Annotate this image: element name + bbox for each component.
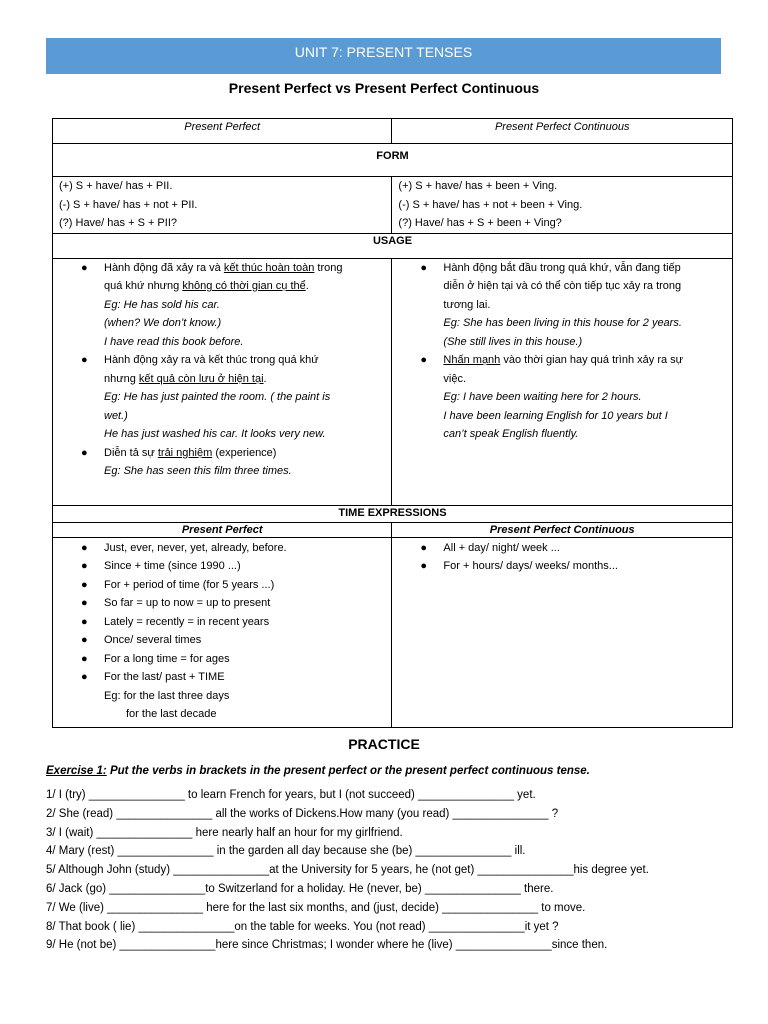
bullet-icon: ● <box>81 597 88 609</box>
section-time-expressions: TIME EXPRESSIONS <box>53 505 733 522</box>
time-right-cell <box>392 537 733 727</box>
bullet-icon: ● <box>81 615 88 628</box>
bullet-icon: ● <box>420 541 428 554</box>
usage-left-item-2: ● Hành động xảy ra và kết thúc trong quá khứ <box>59 351 385 370</box>
bullet-icon: ● <box>81 560 88 572</box>
document-title: Present Perfect vs Present Perfect Continuous <box>228 80 540 96</box>
exercise-item: 9/ He (not be) _______________here since Christmas; I wonder where he (live) _______________since then. <box>46 939 608 952</box>
time-left-item: ● Just, ever, never, yet, already, before. <box>59 539 385 558</box>
usage-left-cell: ● Hành động đã xảy ra và kết thúc hoàn toàn trong quá khứ nhưng không có thời gian cụ thể. Eg: He has sold his car. (when? We don’t know.) I have read this book before. ● Hành động xảy ra và kết thúc trong quá khứ nhưng kết quả còn lưu ở hiện tại. Eg: He has just painted the room. ( the paint is wet.) He has just washed his car. It looks very new. ● Diễn tả sự trải nghiệm (experience) Eg: She has seen this film three times. <box>53 258 392 505</box>
time-right-item: ● For + hours/ days/ weeks/ months... <box>398 557 726 576</box>
section-form: FORM <box>53 144 733 177</box>
time-right-item: ● All + day/ night/ week ... <box>398 539 726 558</box>
bullet-icon: ● <box>81 261 88 274</box>
practice-heading: PRACTICE <box>348 736 420 752</box>
time-col-head-left: Present Perfect <box>53 522 392 537</box>
exercise-instruction: Exercise 1: Put the verbs in brackets in the present perfect or the present perfect continuous tense. <box>46 765 590 777</box>
usage-right-item-1: ● Hành động bắt đầu trong quá khứ, vẫn đang tiếp <box>398 259 726 278</box>
exercise-label: Exercise 1: <box>46 765 107 777</box>
exercise-item: 6/ Jack (go) _______________to Switzerland for a holiday. He (never, be) _______________ there. <box>46 882 554 895</box>
bullet-icon: ● <box>81 652 88 665</box>
form-right-cell <box>392 177 733 234</box>
bullet-icon: ● <box>81 446 88 459</box>
time-left-item: ● For the last/ past + TIME <box>59 668 385 687</box>
form-left-cell <box>53 177 392 234</box>
time-left-item: ● Lately = recently = in recent years <box>59 613 385 632</box>
usage-right-item-2: ● Nhấn mạnh vào thời gian hay quá trình xảy ra sự <box>398 351 726 370</box>
bullet-icon: ● <box>81 578 88 591</box>
unit-title: UNIT 7: PRESENT TENSES <box>294 44 473 60</box>
usage-left-item-1: ● Hành động đã xảy ra và kết thúc hoàn toàn trong <box>59 259 385 278</box>
exercise-items <box>46 786 649 955</box>
usage-right-example: Eg: She has been living in this house for 2 years. <box>443 317 682 329</box>
form-left-affirmative: (+) S + have/ has + PII. <box>59 180 173 192</box>
usage-left-example: Eg: He has sold his car. <box>104 298 220 311</box>
form-right-affirmative: (+) S + have/ has + been + Ving. <box>398 180 558 192</box>
usage-left-item-3: ● Diễn tả sự trải nghiệm (experience) <box>59 444 385 463</box>
form-left-question: (?) Have/ has + S + PII? <box>59 217 178 229</box>
time-left-item: ● For + period of time (for 5 years ...) <box>59 576 385 595</box>
bullet-icon: ● <box>420 261 428 274</box>
exercise-item: 8/ That book ( lie) _______________on the table for weeks. You (not read) _______________it yet ? <box>46 920 559 933</box>
time-left-item: ● So far = up to now = up to present <box>59 594 385 613</box>
form-left-negative: (-) S + have/ has + not + PII. <box>59 198 198 211</box>
form-right-question: (?) Have/ has + S + been + Ving? <box>398 217 562 229</box>
time-col-head-right: Present Perfect Continuous <box>392 522 733 537</box>
exercise-item: 4/ Mary (rest) _______________ in the garden all day because she (be) _______________ ill. <box>46 845 526 858</box>
time-left-cell: ● Just, ever, never, yet, already, before. ● Since + time (since 1990 ...) ● For + period of time (for 5 years ...) ● So far = up to now = up to present ● Lately = recently = in recent years ● Once/ several times ● For a long time = for ages ● For the last/ past + TIME Eg: for the last three days for the last decade <box>53 537 392 727</box>
exercise-item: 3/ I (wait) _______________ here nearly half an hour for my girlfriend. <box>46 826 403 839</box>
bullet-icon: ● <box>81 354 88 366</box>
time-left-item: ● Once/ several times <box>59 631 385 650</box>
tenses-table <box>52 118 733 728</box>
bullet-icon: ● <box>81 671 88 683</box>
time-left-item: ● Since + time (since 1990 ...) <box>59 557 385 576</box>
usage-right-cell: ● Hành động bắt đầu trong quá khứ, vẫn đang tiếp diễn ở hiện tại và có thể còn tiếp tục xảy ra trong tương lai. Eg: She has been living in this house for 2 years. (She still lives in this house.) ● Nhấn mạnh vào thời gian hay quá trình xảy ra sự việc. Eg: I have been waiting here for 2 hours. I have been learning English for 10 years but I can’t speak English fluently. <box>392 258 733 505</box>
form-right-negative: (-) S + have/ has + not + been + Ving. <box>398 198 583 211</box>
time-left-example: Eg: for the last three days <box>104 689 230 702</box>
unit-title-bar <box>46 38 721 74</box>
exercise-item: 2/ She (read) _______________ all the works of Dickens.How many (you read) _______________ ? <box>46 807 559 820</box>
bullet-icon: ● <box>81 634 88 646</box>
col-head-present-perfect-continuous: Present Perfect Continuous <box>392 119 733 144</box>
section-usage: USAGE <box>53 233 733 258</box>
exercise-item: 7/ We (live) _______________ here for the last six months, and (just, decide) _______________ to move. <box>46 901 586 914</box>
exercise-item: 1/ I (try) _______________ to learn French for years, but I (not succeed) _______________ yet. <box>46 789 536 801</box>
time-left-item: ● For a long time = for ages <box>59 650 385 669</box>
bullet-icon: ● <box>420 354 428 366</box>
bullet-icon: ● <box>420 560 428 572</box>
col-head-present-perfect: Present Perfect <box>53 119 392 144</box>
exercise-item: 5/ Although John (study) _______________at the University for 5 years, he (not get) _______________his degree yet. <box>46 864 649 877</box>
bullet-icon: ● <box>81 541 88 554</box>
